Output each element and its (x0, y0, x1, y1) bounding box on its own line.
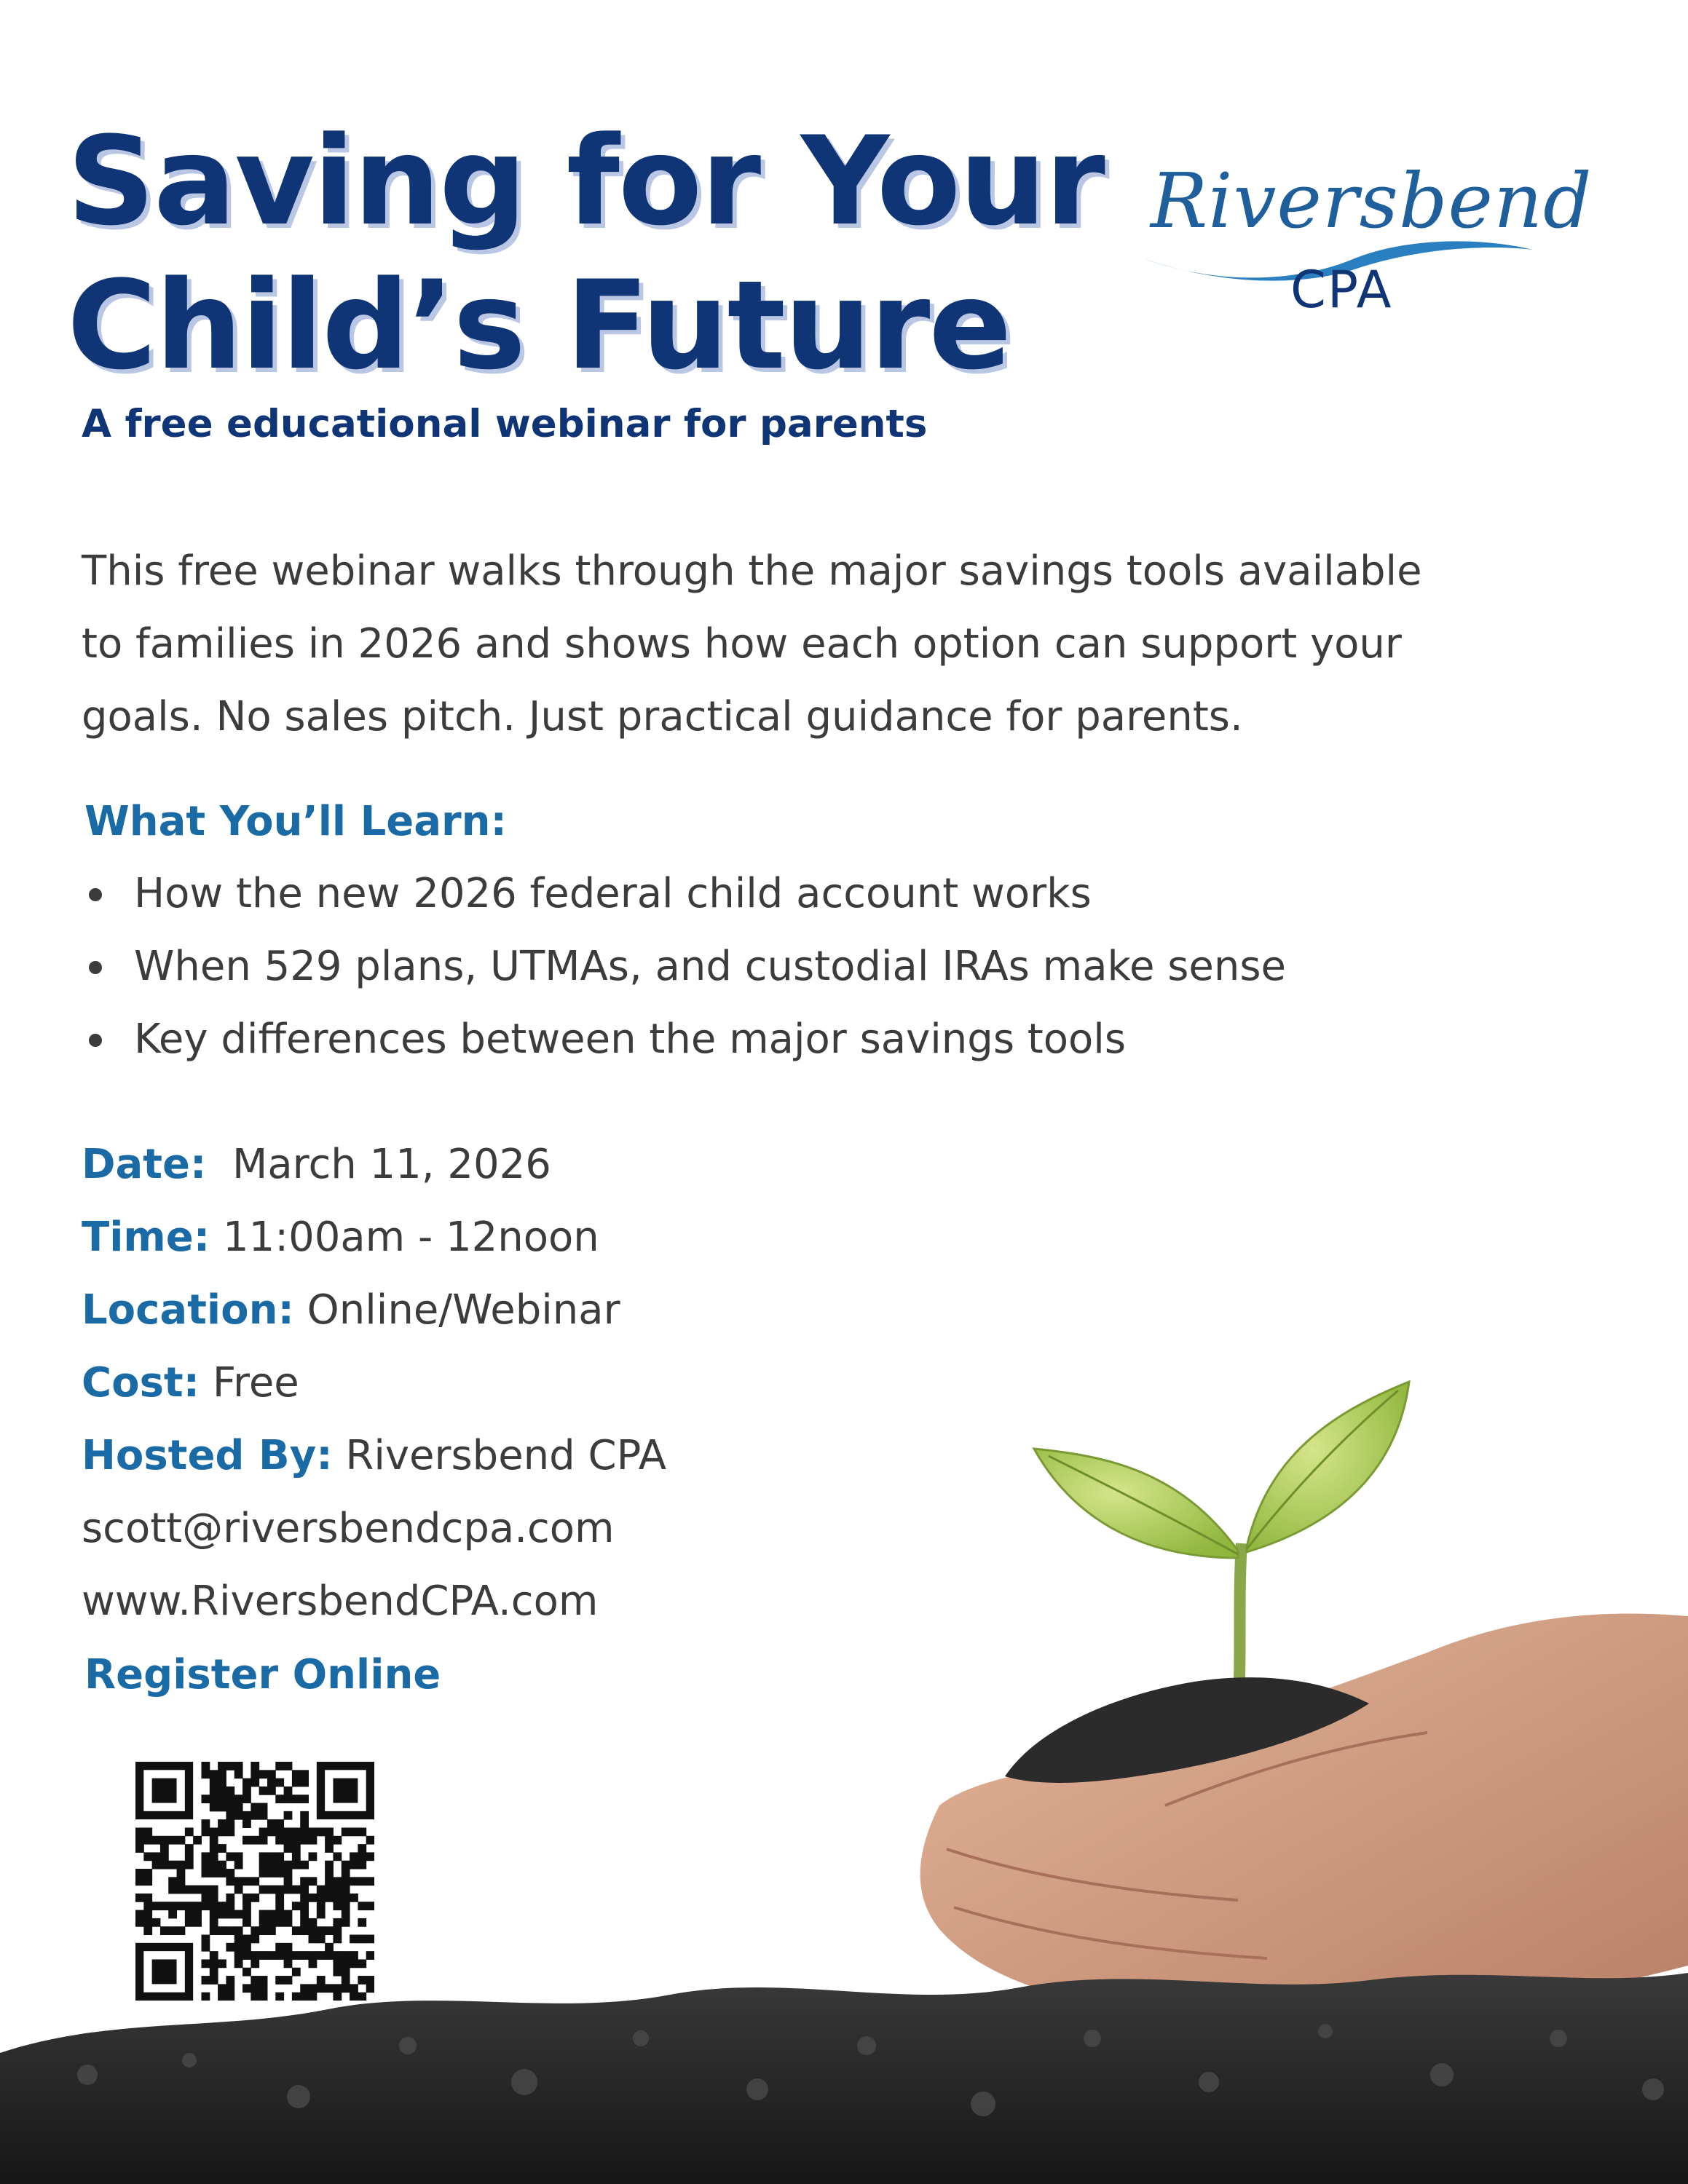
seedling-in-hands-photo (0, 1340, 1688, 2184)
title-line-1: Saving for Your (67, 110, 1104, 253)
learn-list (84, 858, 1286, 1076)
learn-heading: What You’ll Learn: (84, 798, 507, 845)
title-line-2: Child’s Future (67, 254, 1011, 397)
intro-line: goals. No sales pitch. Just practical guidance for parents. (82, 693, 1243, 740)
date-label: Date: (82, 1141, 207, 1188)
list-item-text: How the new 2026 federal child account works (134, 870, 1092, 917)
logo-cpa-text: CPA (1290, 260, 1393, 320)
list-item-text: When 529 plans, UTMAs, and custodial IRAs make sense (134, 943, 1286, 990)
list-item (84, 1003, 1286, 1076)
cost-value: Free (212, 1359, 299, 1406)
date-row (82, 1128, 666, 1201)
intro-line: This free webinar walks through the major savings tools available (82, 547, 1422, 595)
intro-paragraph (82, 535, 1574, 753)
flyer-subtitle: A free educational webinar for parents (82, 402, 928, 446)
register-online-label: Register Online (84, 1651, 441, 1698)
cost-label: Cost: (82, 1359, 200, 1406)
intro-line: to families in 2026 and shows how each option can support your (82, 620, 1402, 668)
location-value: Online/Webinar (307, 1286, 620, 1334)
logo-script-text: Riversbend (1151, 157, 1593, 245)
date-value: March 11, 2026 (232, 1141, 551, 1188)
location-label: Location: (82, 1286, 294, 1334)
host-value: Riversbend CPA (345, 1432, 667, 1479)
flyer-title (67, 109, 1104, 397)
bullet-icon (89, 961, 102, 974)
email-link[interactable]: scott@riversbendcpa.com (82, 1505, 615, 1552)
time-label: Time: (82, 1214, 210, 1261)
bullet-icon (89, 1034, 102, 1047)
bullet-icon (89, 888, 102, 901)
riversbend-logo (1136, 157, 1593, 331)
list-item (84, 930, 1286, 1003)
location-row (82, 1274, 666, 1347)
list-item-text: Key differences between the major savings tools (134, 1016, 1127, 1063)
website-link[interactable]: www.RiversbendCPA.com (82, 1578, 599, 1625)
list-item (84, 858, 1286, 930)
time-row (82, 1201, 666, 1274)
time-value: 11:00am - 12noon (222, 1214, 599, 1261)
host-label: Hosted By: (82, 1432, 333, 1479)
